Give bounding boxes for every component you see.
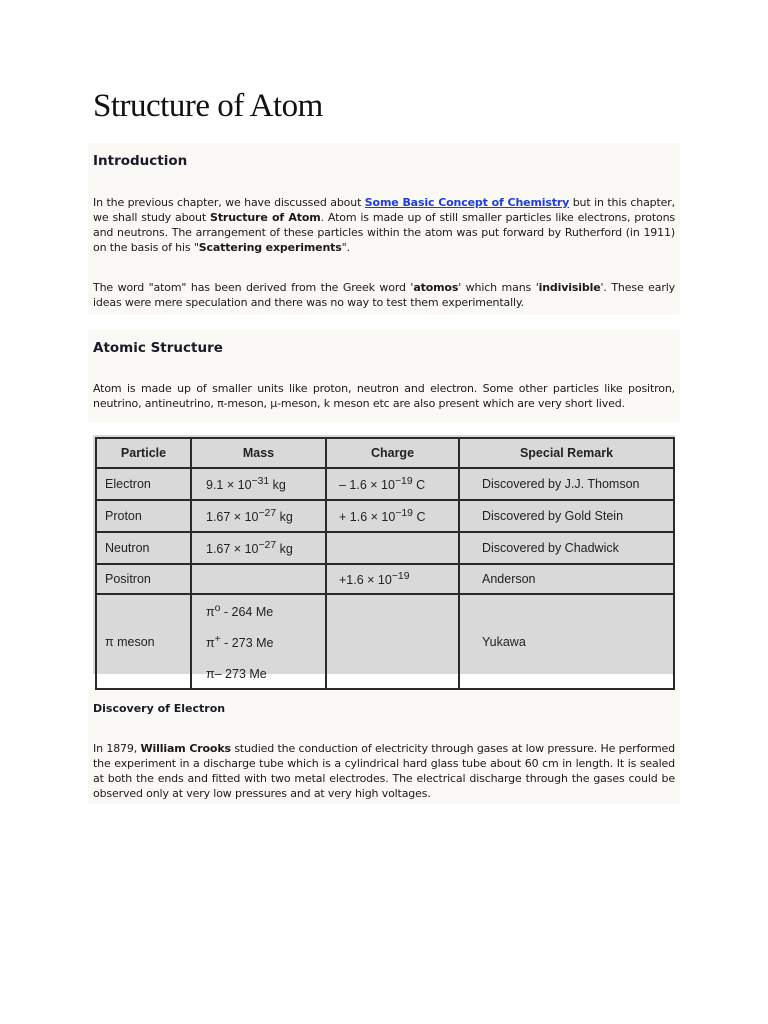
pi-symbol: π bbox=[206, 605, 215, 620]
particle-cell: Electron bbox=[96, 468, 191, 500]
mass-cell bbox=[191, 468, 326, 500]
table-row-pi-meson bbox=[96, 594, 674, 689]
charge-cell bbox=[326, 532, 459, 564]
mass-base: 1.67 × 10 bbox=[206, 510, 259, 525]
header-special-remark: Special Remark bbox=[459, 438, 674, 468]
intro-text-2: but in this chapter, we shall study about bbox=[93, 196, 675, 224]
atom-word-text-1: The word "atom" has been derived from the Greek word ' bbox=[93, 281, 414, 294]
pi-minus-mass bbox=[206, 657, 325, 688]
discovery-heading: Discovery of Electron bbox=[93, 702, 226, 715]
charge-cell bbox=[326, 564, 459, 594]
mass-cell bbox=[191, 564, 326, 594]
table-row-electron bbox=[96, 468, 674, 500]
mass-cell bbox=[191, 500, 326, 532]
charge-cell bbox=[326, 468, 459, 500]
particle-table-image bbox=[93, 435, 675, 682]
charge-cell bbox=[326, 594, 459, 689]
intro-heading: Introduction bbox=[93, 153, 188, 169]
charge-exponent: −19 bbox=[391, 570, 410, 582]
mass-cell bbox=[191, 532, 326, 564]
header-particle: Particle bbox=[96, 438, 191, 468]
charge-base: +1.6 × 10 bbox=[339, 573, 392, 588]
mass-base: 9.1 × 10 bbox=[206, 478, 252, 493]
charge-unit: C bbox=[412, 510, 426, 525]
pi-symbol: π bbox=[206, 636, 215, 651]
header-mass: Mass bbox=[191, 438, 326, 468]
charge-exponent: −19 bbox=[394, 475, 413, 487]
indivisible-bold: indivisible bbox=[538, 281, 601, 294]
pi-sup: + bbox=[214, 634, 221, 646]
mass-exponent: −27 bbox=[258, 539, 277, 551]
charge-cell bbox=[326, 500, 459, 532]
structure-of-atom-bold: Structure of Atom bbox=[210, 211, 321, 224]
charge-exponent: −19 bbox=[395, 507, 413, 519]
pi-mass-value: - 264 Me bbox=[220, 605, 274, 620]
pi-sup: o bbox=[214, 603, 221, 614]
intro-text-1: In the previous chapter, we have discussed about bbox=[93, 196, 365, 209]
remark-cell: Discovered by Chadwick bbox=[459, 532, 674, 564]
discovery-text-2: studied the conduction of electricity through gases at low pressure. He performed the experiment in a discharge tube which is a cylindrical hard glass tube about 60 cm in length. It is sealed at both the ends and fitted with two metal electrodes. The electrical discharge through the gases could be observed only at very low pressures and at very high voltages. bbox=[93, 742, 675, 800]
charge-base: – 1.6 × 10 bbox=[339, 478, 395, 493]
table-row-proton bbox=[96, 500, 674, 532]
mass-exponent: −31 bbox=[251, 475, 270, 487]
pi-symbol: π bbox=[206, 667, 215, 682]
charge-base: + 1.6 × 10 bbox=[339, 510, 396, 525]
atom-word-text-3: '. These early ideas were mere speculation and there was no way to test them experimentally. bbox=[93, 281, 675, 309]
mass-exponent: −27 bbox=[258, 507, 277, 519]
william-crooks-bold: William Crooks bbox=[140, 742, 231, 755]
pi-plus-mass bbox=[206, 626, 325, 657]
atom-word-paragraph bbox=[93, 280, 675, 310]
atomic-structure-paragraph: Atom is made up of smaller units like proton, neutron and electron. Some other particles like positron, neutrino, antineutrino, π-meson, μ-meson, k meson etc are also present which are very short lived. bbox=[93, 382, 675, 410]
intro-text-4: ". bbox=[341, 241, 350, 254]
mass-unit: kg bbox=[276, 510, 293, 525]
table-row-positron bbox=[96, 564, 674, 594]
mass-unit: kg bbox=[276, 542, 293, 557]
table-header-row bbox=[96, 438, 674, 468]
intro-text-3: . Atom is made up of still smaller particles like electrons, protons and neutrons. The arrangement of these particles within the atom was put forward by Rutherford (in 1911) on the basis of his " bbox=[93, 211, 675, 254]
basic-concept-link[interactable]: Some Basic Concept of Chemistry bbox=[364, 196, 570, 209]
discovery-text-1: In 1879, bbox=[93, 742, 141, 755]
intro-paragraph bbox=[93, 195, 675, 255]
charge-unit: C bbox=[412, 478, 426, 493]
atomic-structure-heading: Atomic Structure bbox=[93, 340, 223, 356]
page-title: Structure of Atom bbox=[93, 88, 323, 124]
mass-cell bbox=[191, 594, 326, 689]
particle-cell: Neutron bbox=[96, 532, 191, 564]
remark-cell: Anderson bbox=[459, 564, 674, 594]
remark-cell: Discovered by J.J. Thomson bbox=[459, 468, 674, 500]
remark-cell: Discovered by Gold Stein bbox=[459, 500, 674, 532]
particle-cell: π meson bbox=[96, 594, 191, 689]
remark-cell: Yukawa bbox=[459, 594, 674, 689]
scattering-experiments-bold: Scattering experiments bbox=[198, 241, 342, 254]
table-row-neutron bbox=[96, 532, 674, 564]
mass-unit: kg bbox=[269, 478, 286, 493]
particle-table bbox=[95, 437, 675, 690]
pi-mass-value: - 273 Me bbox=[220, 636, 274, 651]
mass-base: 1.67 × 10 bbox=[206, 542, 259, 557]
particle-cell: Positron bbox=[96, 564, 191, 594]
pi-mass-value: – 273 Me bbox=[214, 667, 267, 682]
particle-cell: Proton bbox=[96, 500, 191, 532]
pi-zero-mass bbox=[206, 595, 325, 626]
atom-word-text-2: ' which mans ' bbox=[458, 281, 539, 294]
atomos-bold: atomos bbox=[413, 281, 459, 294]
discovery-paragraph bbox=[93, 741, 675, 801]
header-charge: Charge bbox=[326, 438, 459, 468]
